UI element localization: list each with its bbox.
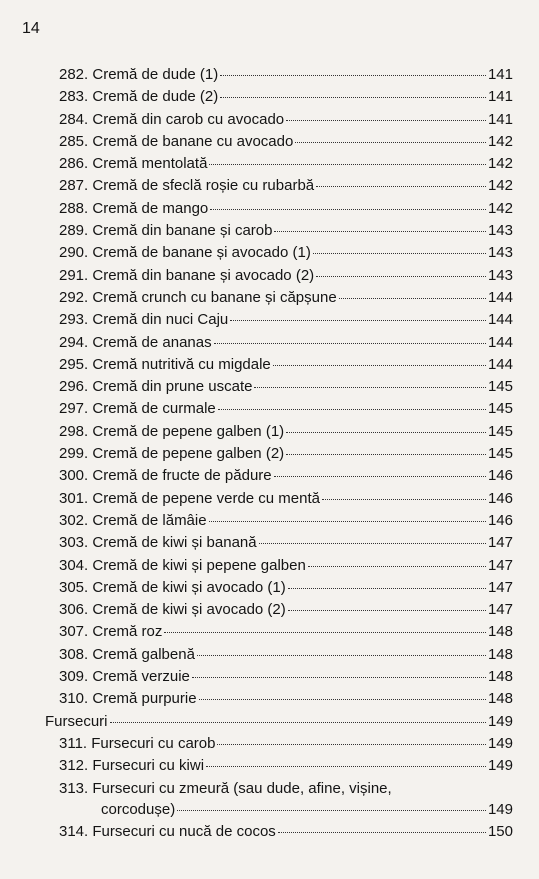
toc-entry-page: 148 xyxy=(487,690,513,708)
toc-section-label: Fursecuri xyxy=(45,712,108,730)
toc-entry-page: 147 xyxy=(487,578,513,596)
toc-entry-label: 291. Cremă din banane și avocado (2) xyxy=(59,266,315,284)
toc-entry-page: 144 xyxy=(487,333,513,351)
toc-entry-label: 314. Fursecuri cu nucă de cocos xyxy=(59,822,276,840)
toc-entry-label: 313. Fursecuri cu zmeură (sau dude, afine, vișine, xyxy=(59,779,392,797)
toc-leader-dots xyxy=(209,164,486,165)
toc-leader-dots xyxy=(288,588,486,589)
toc-entry[interactable] xyxy=(45,88,513,110)
toc-leader-dots xyxy=(214,343,486,344)
toc-entry-label: 307. Cremă roz xyxy=(59,623,163,641)
toc-entry-label: 295. Cremă nutritivă cu migdale xyxy=(59,355,271,373)
toc-entry-page: 146 xyxy=(487,489,513,507)
toc-leader-dots xyxy=(274,476,486,477)
toc-entry-page: 150 xyxy=(487,822,513,840)
toc-entry[interactable] xyxy=(45,757,513,779)
toc-entry[interactable] xyxy=(45,311,513,333)
table-of-contents xyxy=(45,66,513,845)
toc-leader-dots xyxy=(199,699,486,700)
toc-entry[interactable] xyxy=(45,133,513,155)
toc-entry-label: 294. Cremă de ananas xyxy=(59,333,212,351)
toc-entry-label: 288. Cremă de mango xyxy=(59,199,209,217)
toc-entry-page: 142 xyxy=(487,155,513,173)
toc-entry-page: 144 xyxy=(487,288,513,306)
toc-entry-page: 145 xyxy=(487,400,513,418)
toc-leader-dots xyxy=(308,566,486,567)
toc-entry-page: 143 xyxy=(487,222,513,240)
toc-entry-label: 292. Cremă crunch cu banane și căpșune xyxy=(59,288,337,306)
toc-entry[interactable] xyxy=(45,244,513,266)
toc-entry-label: 309. Cremă verzuie xyxy=(59,668,190,686)
toc-entry-page: 141 xyxy=(487,66,513,83)
toc-leader-dots xyxy=(217,744,486,745)
toc-entry-page: 146 xyxy=(487,511,513,529)
toc-leader-dots xyxy=(206,766,486,767)
toc-leader-dots xyxy=(220,75,486,76)
toc-leader-dots xyxy=(192,677,486,678)
toc-entry-page: 147 xyxy=(487,534,513,552)
toc-entry-page: 148 xyxy=(487,668,513,686)
toc-entry-label: corcodușe) xyxy=(101,800,176,818)
toc-entry[interactable] xyxy=(45,267,513,289)
toc-leader-dots xyxy=(316,186,486,187)
toc-entry-label: 296. Cremă din prune uscate xyxy=(59,378,253,396)
toc-entry[interactable] xyxy=(45,66,513,88)
toc-entry-label: 311. Fursecuri cu carob xyxy=(59,734,216,752)
toc-entry-label: 303. Cremă de kiwi și banană xyxy=(59,534,257,552)
toc-entry-page: 149 xyxy=(487,757,513,775)
toc-entry[interactable] xyxy=(45,467,513,489)
toc-leader-dots xyxy=(295,142,486,143)
toc-entry-page: 145 xyxy=(487,445,513,463)
toc-entry-label: 297. Cremă de curmale xyxy=(59,400,216,418)
toc-leader-dots xyxy=(230,320,486,321)
toc-entry-label: 300. Cremă de fructe de pădure xyxy=(59,467,272,485)
toc-entry-page: 142 xyxy=(487,177,513,195)
toc-entry-label: 299. Cremă de pepene galben (2) xyxy=(59,445,285,463)
toc-entry-label: 298. Cremă de pepene galben (1) xyxy=(59,422,285,440)
toc-entry-label: 290. Cremă de banane și avocado (1) xyxy=(59,244,311,262)
toc-entry-page: 141 xyxy=(487,88,513,106)
toc-entry[interactable] xyxy=(45,601,513,623)
toc-entry[interactable] xyxy=(45,512,513,534)
toc-entries xyxy=(45,66,513,713)
toc-entry-page: 146 xyxy=(487,467,513,485)
toc-leader-dots xyxy=(316,276,486,277)
toc-entry[interactable] xyxy=(45,177,513,199)
toc-leader-dots xyxy=(197,655,486,656)
toc-entry-label: 284. Cremă din carob cu avocado xyxy=(59,110,285,128)
toc-entry-label: 282. Cremă de dude (1) xyxy=(59,66,219,83)
toc-entry-page: 147 xyxy=(487,601,513,619)
toc-entry[interactable] xyxy=(45,289,513,311)
toc-entry-label: 286. Cremă mentolată xyxy=(59,155,208,173)
toc-leader-dots xyxy=(313,253,486,254)
toc-leader-dots xyxy=(218,409,486,410)
toc-entry[interactable] xyxy=(45,445,513,467)
toc-entry-label: 302. Cremă de lămâie xyxy=(59,511,207,529)
toc-section-entries xyxy=(45,735,513,780)
toc-entry[interactable] xyxy=(45,155,513,177)
toc-leader-dots xyxy=(286,454,486,455)
toc-entry-wrapped-line1[interactable] xyxy=(45,780,513,801)
toc-leader-dots xyxy=(210,209,486,210)
toc-entry-label: 310. Cremă purpurie xyxy=(59,690,197,708)
toc-entry-page: 143 xyxy=(487,266,513,284)
toc-entry-label: 305. Cremă de kiwi și avocado (1) xyxy=(59,578,286,596)
toc-entry-label: 312. Fursecuri cu kiwi xyxy=(59,757,205,775)
toc-entry[interactable] xyxy=(45,111,513,133)
toc-entry[interactable] xyxy=(45,668,513,690)
toc-entry-page: 143 xyxy=(487,244,513,262)
toc-entry-label: 293. Cremă din nuci Caju xyxy=(59,311,229,329)
toc-section-heading[interactable] xyxy=(45,713,513,735)
toc-entry-page: 142 xyxy=(487,199,513,217)
toc-entry-page: 149 xyxy=(487,734,513,752)
toc-entry[interactable] xyxy=(45,646,513,668)
toc-leader-dots xyxy=(288,610,486,611)
toc-entry-page: 142 xyxy=(487,132,513,150)
toc-entry-page: 149 xyxy=(487,800,513,818)
toc-entry[interactable] xyxy=(45,200,513,222)
toc-leader-dots xyxy=(209,521,486,522)
page-number: 14 xyxy=(22,20,40,37)
toc-leader-dots xyxy=(254,387,486,388)
toc-entry[interactable] xyxy=(45,623,513,645)
toc-entry-label: 283. Cremă de dude (2) xyxy=(59,88,219,106)
toc-leader-dots xyxy=(339,298,486,299)
toc-leader-dots xyxy=(273,365,486,366)
toc-leader-dots xyxy=(110,722,486,723)
toc-entry-page: 148 xyxy=(487,645,513,663)
toc-entry-label: 287. Cremă de sfeclă roșie cu rubarbă xyxy=(59,177,315,195)
toc-entry[interactable] xyxy=(45,823,513,845)
toc-entry-page: 145 xyxy=(487,378,513,396)
toc-entry[interactable] xyxy=(45,334,513,356)
toc-entry-page: 144 xyxy=(487,355,513,373)
toc-entry[interactable] xyxy=(45,222,513,244)
toc-leader-dots xyxy=(286,432,486,433)
toc-entry-label: 304. Cremă de kiwi și pepene galben xyxy=(59,556,306,574)
toc-entry-page: 147 xyxy=(487,556,513,574)
toc-leader-dots xyxy=(164,632,486,633)
toc-entry[interactable] xyxy=(45,735,513,757)
toc-entry[interactable] xyxy=(45,423,513,445)
toc-entry[interactable] xyxy=(45,490,513,512)
toc-entry-label: 308. Cremă galbenă xyxy=(59,645,195,663)
toc-entry-label: 301. Cremă de pepene verde cu mentă xyxy=(59,489,320,507)
toc-leader-dots xyxy=(259,543,486,544)
toc-entry-label: 306. Cremă de kiwi și avocado (2) xyxy=(59,601,286,619)
toc-leader-dots xyxy=(274,231,486,232)
toc-entry[interactable] xyxy=(45,356,513,378)
toc-entry-page: 141 xyxy=(487,110,513,128)
toc-entry[interactable] xyxy=(45,534,513,556)
toc-entry-label: 285. Cremă de banane cu avocado xyxy=(59,132,294,150)
toc-entry-page: 145 xyxy=(487,422,513,440)
toc-leader-dots xyxy=(220,97,486,98)
toc-entry[interactable] xyxy=(45,557,513,579)
toc-leader-dots xyxy=(286,120,486,121)
toc-entry[interactable] xyxy=(45,690,513,712)
toc-entry[interactable] xyxy=(45,400,513,422)
toc-entry-label: 289. Cremă din banane și carob xyxy=(59,222,273,240)
toc-entry-wrapped-line2[interactable] xyxy=(45,801,513,823)
toc-leader-dots xyxy=(278,832,486,833)
toc-entry-page: 148 xyxy=(487,623,513,641)
toc-section-page: 149 xyxy=(487,712,513,730)
toc-entry[interactable] xyxy=(45,378,513,400)
toc-leader-dots xyxy=(177,810,486,811)
toc-entry[interactable] xyxy=(45,579,513,601)
toc-leader-dots xyxy=(322,499,486,500)
toc-entry-page: 144 xyxy=(487,311,513,329)
